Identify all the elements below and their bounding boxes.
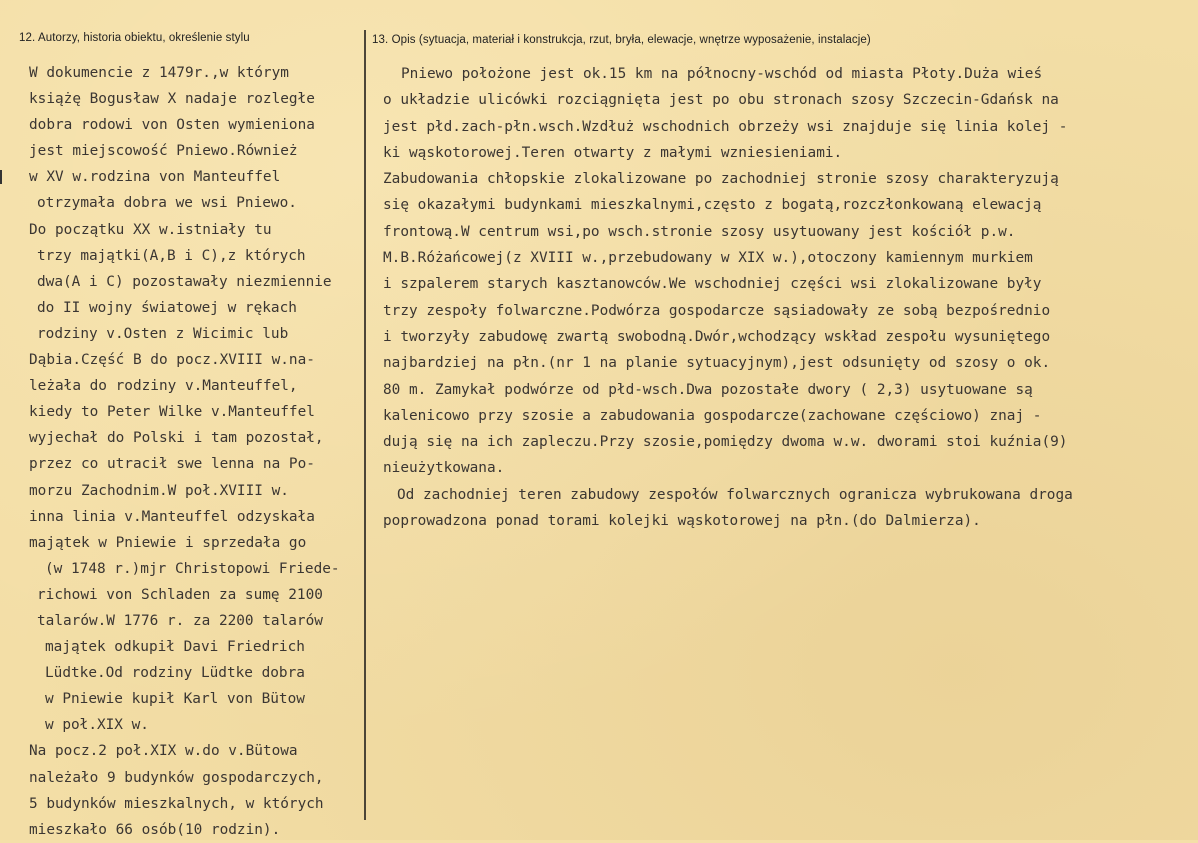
column-divider bbox=[364, 30, 366, 820]
text-line: Na pocz.2 poł.XIX w.do v.Bütowa bbox=[29, 743, 298, 760]
text-line: w Pniewie kupił Karl von Bütow bbox=[45, 691, 305, 708]
section-13-heading: 13. Opis (sytuacja, materiał i konstrukcja, rzut, bryła, elewacje, wnętrze wyposażenie, instalacje) bbox=[372, 34, 871, 46]
text-line: w XV w.rodzina von Manteuffel bbox=[29, 169, 281, 186]
text-line: przez co utracił swe lenna na Po- bbox=[29, 456, 315, 473]
text-line: trzy zespoły folwarczne.Podwórza gospodarcze sąsiadowały ze sobą bezpośrednio bbox=[383, 302, 1051, 319]
text-line: w poł.XIX w. bbox=[45, 717, 149, 734]
text-line: Pniewo położone jest ok.15 km na północny-wschód od miasta Płoty.Duża wieś bbox=[401, 66, 1043, 82]
text-line: (w 1748 r.)mjr Christopowi Friede- bbox=[45, 560, 340, 577]
history-text bbox=[29, 60, 340, 843]
text-line: dobra rodowi von Osten wymieniona bbox=[29, 117, 315, 134]
text-line: morzu Zachodnim.W poł.XVIII w. bbox=[29, 482, 289, 499]
text-line: o układzie ulicówki rozciągnięta jest po obu stronach szosy Szczecin-Gdańsk na bbox=[383, 92, 1059, 109]
text-line: majątek w Pniewie i sprzedała go bbox=[29, 534, 307, 551]
text-line: 80 m. Zamykał podwórze od płd-wsch.Dwa pozostałe dwory ( 2,3) usytuowane są bbox=[383, 381, 1033, 398]
text-line: Od zachodniej teren zabudowy zespołów folwarcznych ogranicza wybrukowana droga bbox=[397, 486, 1073, 503]
text-line: kalenicowo przy szosie a zabudowania gospodarcze(zachowane częściowo) znaj - bbox=[383, 407, 1042, 424]
text-line: Zabudowania chłopskie zlokalizowane po zachodniej stronie szosy charakteryzują bbox=[383, 171, 1059, 188]
margin-mark bbox=[0, 170, 8, 184]
text-line: Dąbia.Część B do pocz.XVIII w.na- bbox=[29, 352, 315, 369]
text-line: 5 budynków mieszkalnych, w których bbox=[29, 795, 324, 812]
text-line: jest miejscowość Pniewo.Również bbox=[29, 143, 298, 160]
text-line: dują się na ich zapleczu.Przy szosie,pomiędzy dwoma w.w. dworami stoi kuźnia(9) bbox=[383, 434, 1068, 451]
text-line: należało 9 budynków gospodarczych, bbox=[29, 769, 324, 786]
text-line: mieszkało 66 osób(10 rodzin). bbox=[29, 821, 281, 838]
text-line: jest płd.zach-płn.wsch.Wzdłuż wschodnich obrzeży wsi znajduje się linia kolej - bbox=[383, 118, 1068, 135]
text-line: poprowadzona ponad torami kolejki wąskotorowej na płn.(do Dalmierza). bbox=[383, 513, 981, 530]
text-line: kiedy to Peter Wilke v.Manteuffel bbox=[29, 404, 315, 421]
text-line: frontową.W centrum wsi,po wsch.stronie szosy usytuowany jest kościół p.w. bbox=[383, 223, 1016, 240]
text-line: majątek odkupił Davi Friedrich bbox=[45, 639, 305, 656]
text-line: talarów.W 1776 r. za 2200 talarów bbox=[37, 612, 323, 629]
text-line: inna linia v.Manteuffel odzyskała bbox=[29, 508, 315, 525]
text-line: Do początku XX w.istniały tu bbox=[29, 221, 272, 238]
text-line: rodziny v.Osten z Wicimic lub bbox=[37, 325, 289, 342]
text-line: i tworzyły zabudowę zwartą swobodną.Dwór,wchodzący wskład zespołu wysuniętego bbox=[383, 328, 1051, 345]
text-line: otrzymała dobra we wsi Pniewo. bbox=[37, 195, 297, 212]
text-line: trzy majątki(A,B i C),z których bbox=[37, 247, 306, 264]
text-line: dwa(A i C) pozostawały niezmiennie bbox=[37, 273, 332, 290]
text-line: wyjechał do Polski i tam pozostał, bbox=[29, 430, 324, 447]
text-line: leżała do rodziny v.Manteuffel, bbox=[29, 378, 298, 395]
text-line: M.B.Różańcowej(z XVIII w.,przebudowany w XIX w.),otoczony kamiennym murkiem bbox=[383, 250, 1033, 267]
text-line: książę Bogusław X nadaje rozległe bbox=[29, 91, 315, 108]
text-line: najbardziej na płn.(nr 1 na planie sytuacyjnym),jest odsunięty od szosy o ok. bbox=[383, 355, 1051, 372]
text-line: W dokumencie z 1479r.,w którym bbox=[29, 65, 289, 81]
text-line: i szpalerem starych kasztanowców.We wschodniej części wsi zlokalizowane były bbox=[383, 276, 1042, 293]
text-line: nieużytkowana. bbox=[383, 460, 505, 477]
description-text bbox=[383, 61, 1073, 534]
text-line: ki wąskotorowej.Teren otwarty z małymi wzniesieniami. bbox=[383, 144, 843, 161]
text-line: do II wojny światowej w rękach bbox=[37, 299, 297, 316]
text-line: Lüdtke.Od rodziny Lüdtke dobra bbox=[45, 665, 305, 682]
text-line: richowi von Schladen za sumę 2100 bbox=[37, 586, 323, 603]
text-line: się okazałymi budynkami mieszkalnymi,często z bogatą,rozczłonkowaną elewacją bbox=[383, 197, 1042, 214]
section-12-heading: 12. Autorzy, historia obiektu, określenie stylu bbox=[19, 32, 250, 44]
